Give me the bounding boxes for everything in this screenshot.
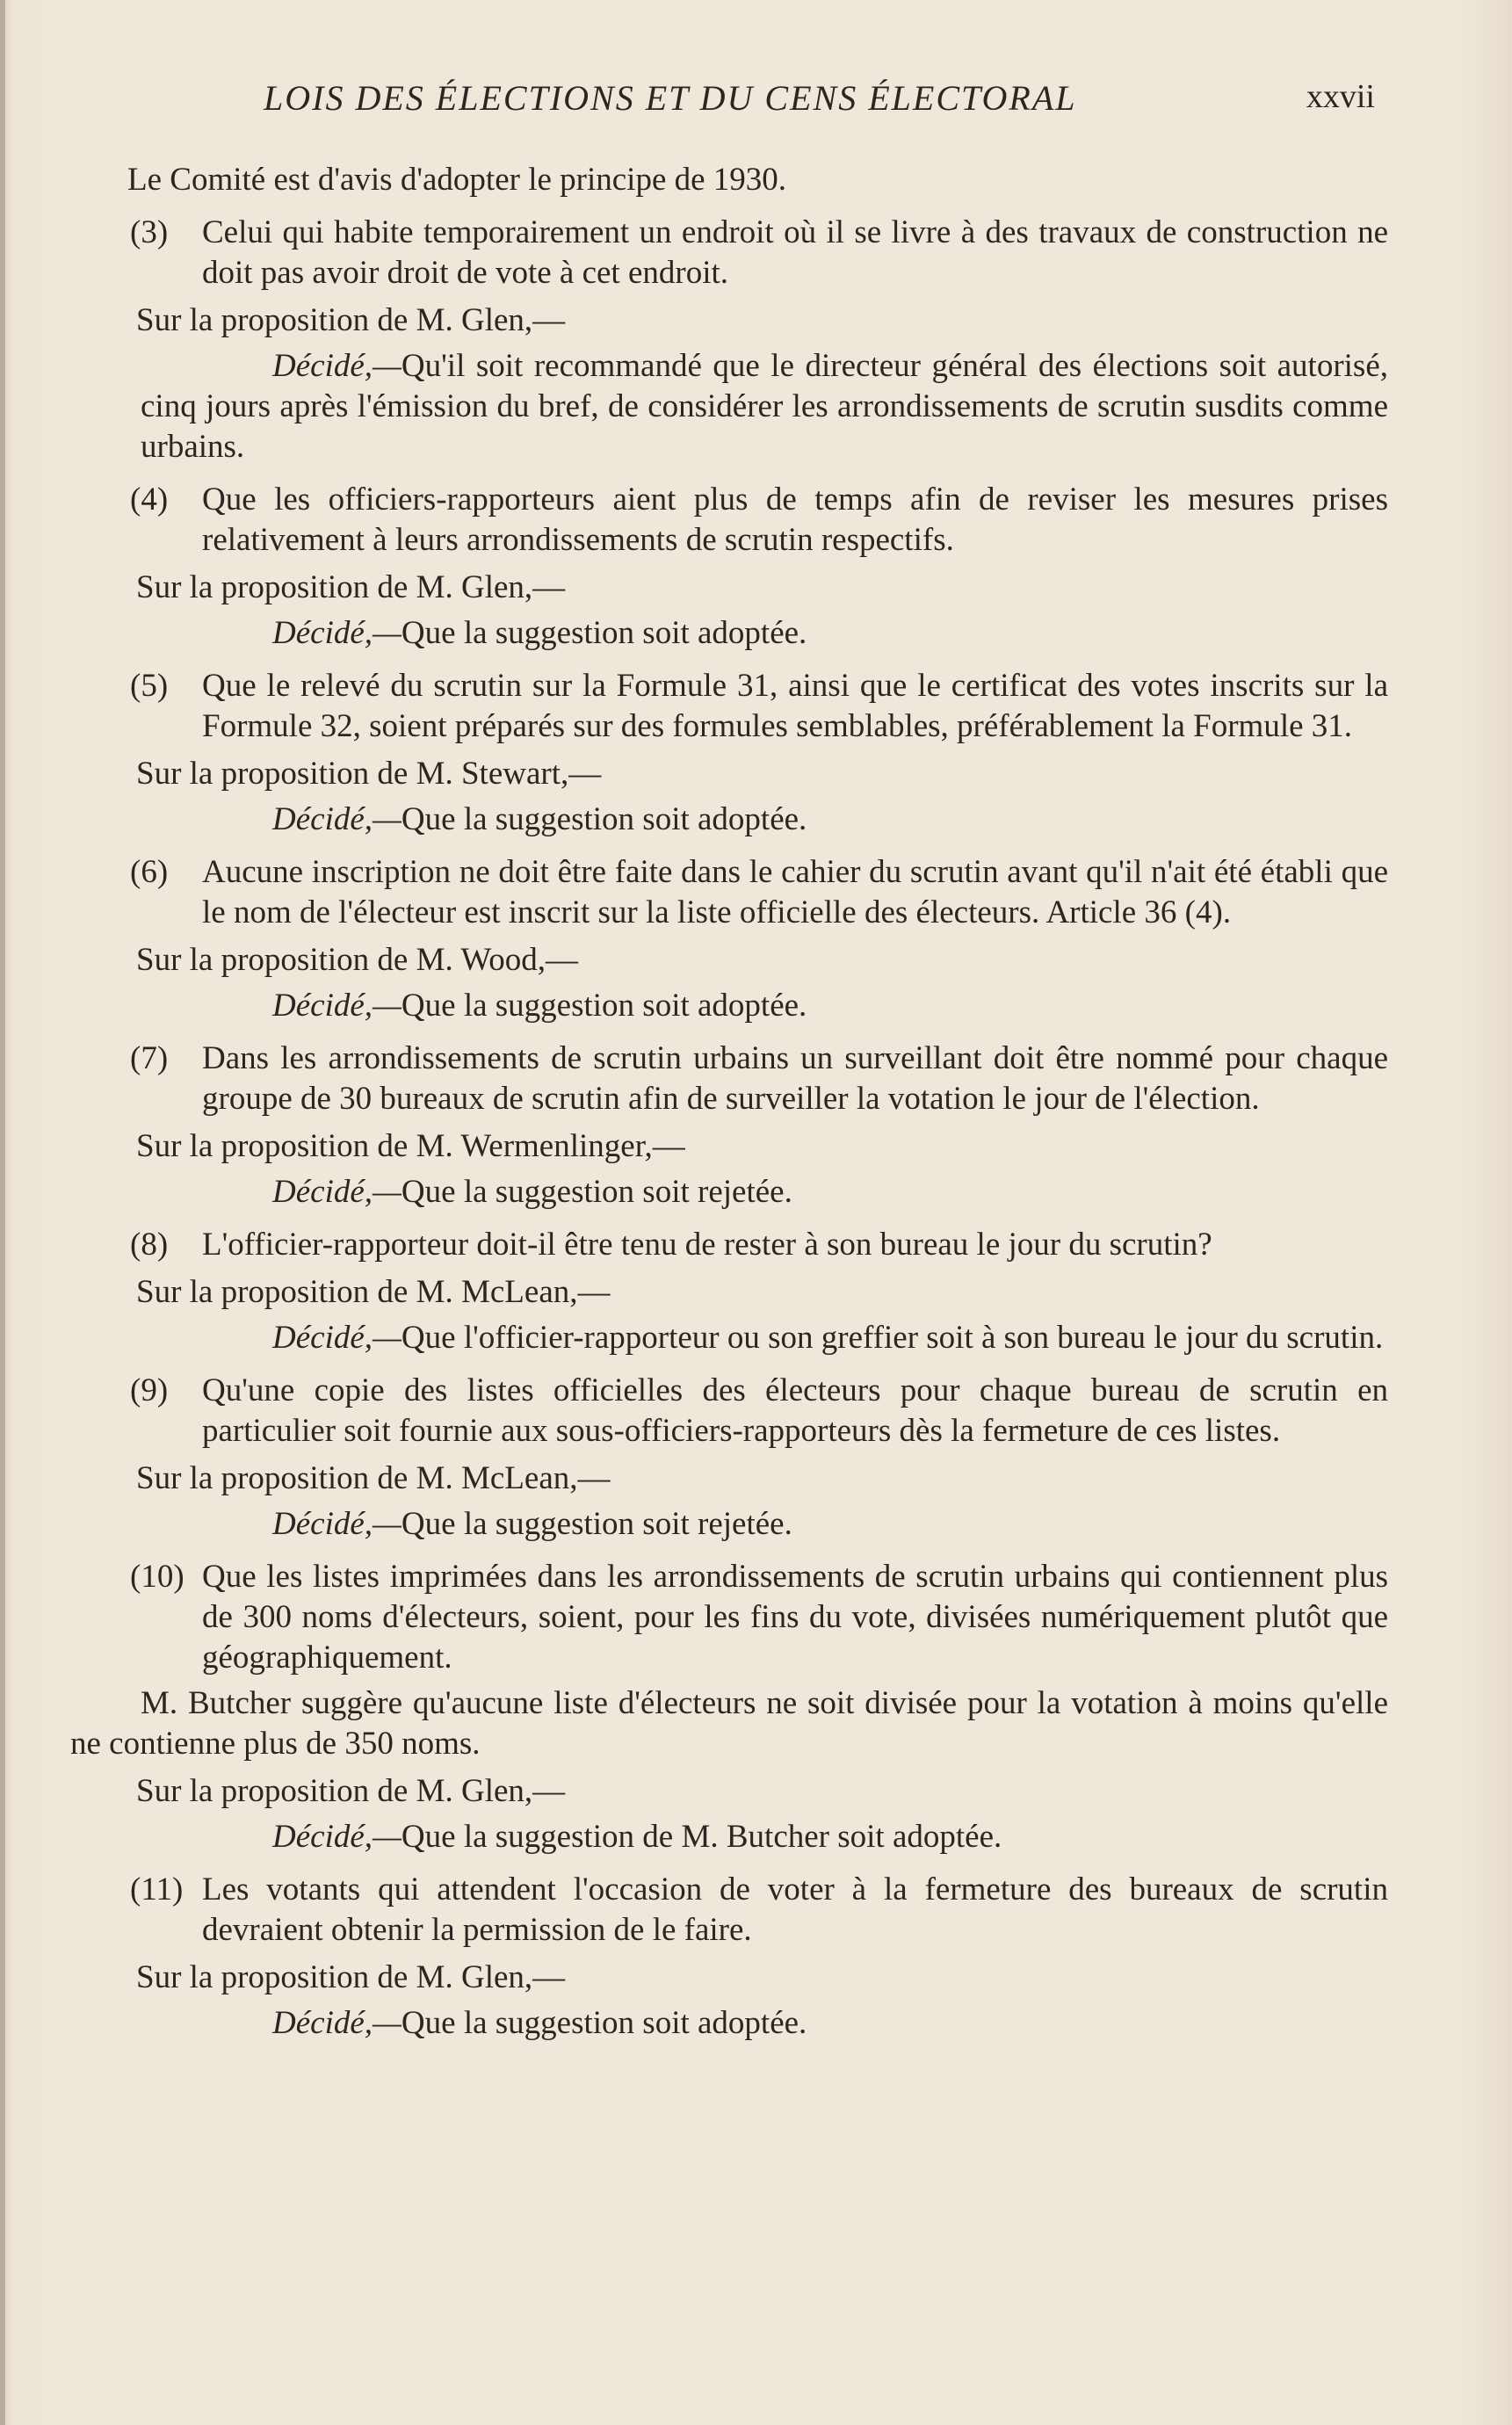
item-4-text: (4) Que les officiers-rapporteurs aient plus de temps afin de reviser les mesures prises relativement à leurs arrondissements de scrutin respectifs. bbox=[130, 481, 1388, 558]
item-5-proposition: Sur la proposition de M. Stewart,— bbox=[136, 756, 602, 792]
page-header bbox=[264, 77, 1406, 130]
item-10-proposition: Sur la proposition de M. Glen,— bbox=[136, 1773, 566, 1809]
decide-label: Décidé,— bbox=[272, 801, 402, 837]
decide-label: Décidé,— bbox=[272, 2005, 402, 2041]
item-10-note: M. Butcher suggère qu'aucune liste d'électeurs ne soit divisée pour la votation à moins qu'elle ne contienne plus de 350 noms. bbox=[70, 1685, 1388, 1762]
item-6-decision: Décidé,—Que la suggestion soit adoptée. bbox=[272, 988, 807, 1024]
decide-label: Décidé,— bbox=[272, 1320, 402, 1356]
item-4-proposition: Sur la proposition de M. Glen,— bbox=[136, 569, 566, 605]
item-8-decision: Décidé,—Que l'officier-rapporteur ou son greffier soit à son bureau le jour du scrutin. bbox=[272, 1320, 1384, 1356]
item-number: (11) bbox=[130, 1871, 184, 1907]
item-11-text: (11) Les votants qui attendent l'occasion de voter à la fermeture des bureaux de scrutin devraient obtenir la permission de le faire. bbox=[130, 1871, 1388, 1948]
item-8-text: (8) L'officier-rapporteur doit-il être tenu de rester à son bureau le jour du scrutin? bbox=[70, 1225, 1388, 1265]
item-number: (4) bbox=[130, 481, 169, 518]
item-4-decision: Décidé,—Que la suggestion soit adoptée. bbox=[272, 615, 807, 651]
item-number: (5) bbox=[130, 668, 169, 704]
item-number: (7) bbox=[130, 1040, 169, 1076]
page-number: xxvii bbox=[1306, 78, 1375, 115]
intro-paragraph: Le Comité est d'avis d'adopter le principe de 1930. bbox=[127, 162, 787, 198]
item-3-text: (3) Celui qui habite temporairement un endroit où il se livre à des travaux de construction ne doit pas avoir droit de vote à cet endroit. bbox=[130, 214, 1388, 291]
item-11-proposition: Sur la proposition de M. Glen,— bbox=[136, 1959, 566, 1995]
decide-label: Décidé,— bbox=[272, 615, 402, 651]
decide-label: Décidé,— bbox=[272, 1819, 402, 1855]
item-3-proposition: Sur la proposition de M. Glen,— bbox=[136, 302, 566, 338]
item-number: (6) bbox=[130, 854, 169, 890]
item-6-text: (6) Aucune inscription ne doit être faite dans le cahier du scrutin avant qu'il n'ait été établi que le nom de l'électeur est inscrit sur la liste officielle des électeurs. Article 36 (4). bbox=[130, 854, 1388, 930]
item-number: (3) bbox=[130, 214, 169, 250]
item-9-text: (9) Qu'une copie des listes officielles des électeurs pour chaque bureau de scrutin en particulier soit fournie aux sous-officiers-rapporteurs dès la fermeture de ces listes. bbox=[130, 1372, 1388, 1449]
item-number: (8) bbox=[130, 1227, 169, 1263]
item-11-decision: Décidé,—Que la suggestion soit adoptée. bbox=[272, 2005, 807, 2041]
page-body bbox=[70, 160, 1388, 2044]
binding-edge bbox=[0, 0, 5, 2425]
item-9-decision: Décidé,—Que la suggestion soit rejetée. bbox=[272, 1506, 792, 1542]
item-7-text: (7) Dans les arrondissements de scrutin urbains un surveillant doit être nommé pour chaque groupe de 30 bureaux de scrutin afin de surveiller la votation le jour de l'élection. bbox=[130, 1040, 1388, 1117]
decide-label: Décidé,— bbox=[272, 1174, 402, 1210]
decide-label: Décidé,— bbox=[272, 348, 402, 384]
running-title: LOIS DES ÉLECTIONS ET DU CENS ÉLECTORAL bbox=[264, 78, 1077, 118]
item-3-decision: Décidé,—Qu'il soit recommandé que le directeur général des élections soit autorisé, cinq jours après l'émission du bref, de considérer les arrondissements de scrutin susdits comme urbains. bbox=[141, 348, 1388, 465]
item-10-text: (10) Que les listes imprimées dans les arrondissements de scrutin urbains qui contiennent plus de 300 noms d'électeurs, soient, pour les fins du vote, divisées numériquement plutôt que géographiquement. bbox=[130, 1559, 1388, 1676]
item-number: (9) bbox=[130, 1372, 169, 1408]
item-7-proposition: Sur la proposition de M. Wermenlinger,— bbox=[136, 1128, 685, 1164]
item-7-decision: Décidé,—Que la suggestion soit rejetée. bbox=[272, 1174, 792, 1210]
item-6-proposition: Sur la proposition de M. Wood,— bbox=[136, 942, 579, 978]
item-5-decision: Décidé,—Que la suggestion soit adoptée. bbox=[272, 801, 807, 837]
item-10-decision: Décidé,—Que la suggestion de M. Butcher soit adoptée. bbox=[272, 1819, 1002, 1855]
decide-label: Décidé,— bbox=[272, 988, 402, 1024]
item-number: (10) bbox=[130, 1559, 184, 1595]
item-8-proposition: Sur la proposition de M. McLean,— bbox=[136, 1274, 611, 1310]
item-5-text: (5) Que le relevé du scrutin sur la Formule 31, ainsi que le certificat des votes inscrits sur la Formule 32, soient préparés sur des formules semblables, préférablement la Formule 31. bbox=[130, 668, 1388, 744]
decide-label: Décidé,— bbox=[272, 1506, 402, 1542]
item-9-proposition: Sur la proposition de M. McLean,— bbox=[136, 1460, 611, 1496]
